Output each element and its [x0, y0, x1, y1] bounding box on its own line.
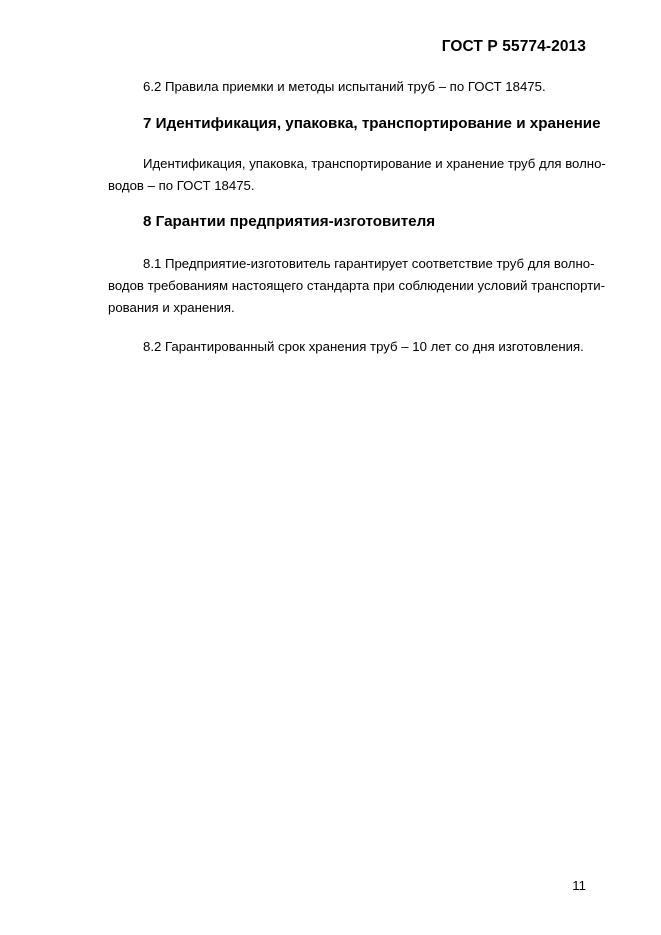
paragraph-6-2 [108, 76, 586, 98]
paragraph-8-2-text: 8.2 Гарантированный срок хранения труб – 10 лет со дня изготовления. [143, 339, 584, 354]
page-number: 11 [572, 878, 586, 893]
section-7-heading: 7 Идентификация, упаковка, транспортирование и хранение [143, 115, 601, 132]
section-7-body-line-1: Идентификация, упаковка, транспортирование и хранение труб для волно- [143, 156, 606, 171]
paragraph-6-2-text: 6.2 Правила приемки и методы испытаний труб – по ГОСТ 18475. [143, 79, 546, 94]
section-7-body-line-2: водов – по ГОСТ 18475. [108, 178, 255, 193]
paragraph-8-1-line-2: водов требованиям настоящего стандарта при соблюдении условий транспорти- [108, 278, 606, 293]
standard-code-header: ГОСТ Р 55774-2013 [441, 38, 586, 55]
paragraph-8-1 [108, 253, 606, 319]
paragraph-8-2 [108, 336, 586, 358]
section-8-heading: 8 Гарантии предприятия-изготовителя [143, 213, 436, 230]
paragraph-8-1-line-3: рования и хранения. [108, 300, 235, 315]
section-7-body [108, 153, 606, 197]
paragraph-8-1-line-1: 8.1 Предприятие-изготовитель гарантирует соответствие труб для волно- [143, 256, 595, 271]
